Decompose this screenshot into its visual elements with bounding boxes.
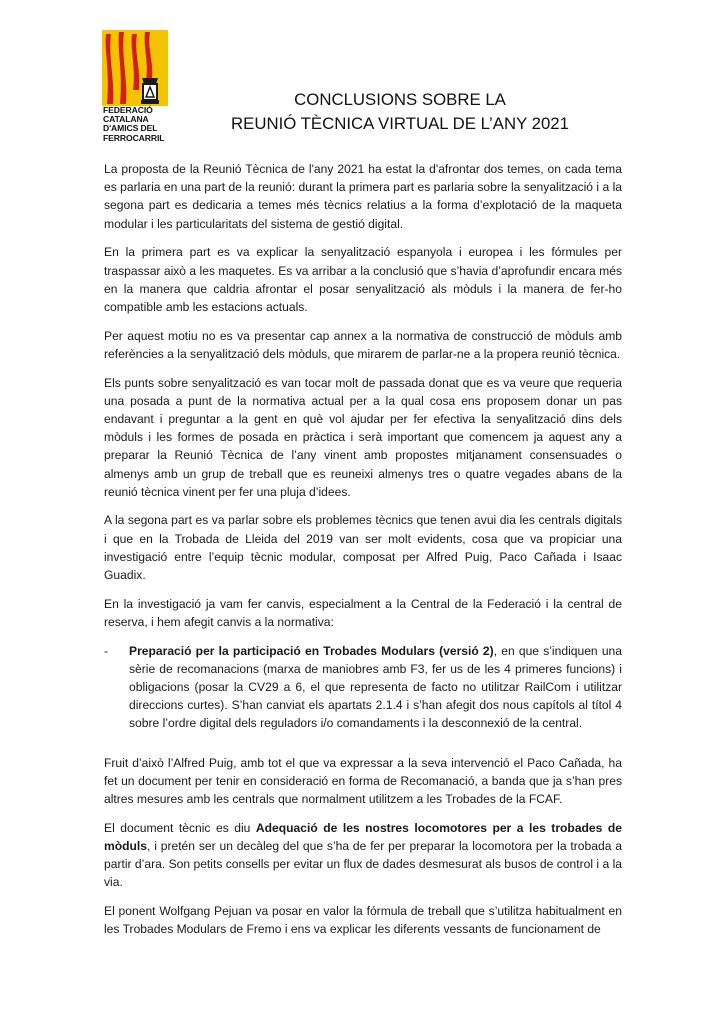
paragraph-2: En la primera part es va explicar la senyalització espanyola i europea i les fórmules per traspassar això a les maquetes. Es va arribar a la conclusió que s’havia d’aprofundir encara més en la manera que caldria afrontar el posar senyalització als mòduls i la manera de fer-ho compatible amb les estacions actuals. (104, 245, 622, 314)
document-title (195, 88, 605, 136)
paragraph-3: Per aquest motiu no es va presentar cap annex a la normativa de construcció de mòduls amb referències a la senyalització dels mòduls, que mirarem de parlar-ne a la propera reunió tècnica. (104, 328, 622, 361)
logo-text (103, 106, 164, 143)
paragraph-8 (104, 819, 622, 892)
list-item (104, 642, 622, 733)
paragraph-8-bold: Adequació de les nostres locomotores per a les trobades de mòduls (104, 820, 623, 853)
paragraph-7: Fruit d’això l’Alfred Puig, amb tot el que va expressar a la seva intervenció el Paco Cañada, ha fet un document per tenir en consideració en forma de Recomanació, a banda que ja s’han pres altres mesures amb les centrals que normalment utilitzem a les Trobades de la FCAF. (104, 755, 622, 807)
paragraph-5: A la segona part es va parlar sobre els problemes tècnics que tenen avui dia les centrals digitals i que en la Trobada de Lleida del 2019 van ser molt evidents, cosa que va propiciar una investigació entre l’equip tècnic modular, composat per Alfred Puig, Paco Cañada i Isaac Guadix. (104, 513, 622, 583)
logo-emblem-icon (102, 30, 172, 110)
paragraph-8-start: El document tècnic es diu (104, 820, 256, 835)
title-line-2: REUNIÓ TÈCNICA VIRTUAL DE L’ANY 2021 (231, 114, 569, 133)
bullet-text: , en que s’indiquen una sèrie de recomanacions (marxa de maniobres amb F3, fer us de les 4 primeres funcions) i obligacions (posar la CV29 a 6, el que representa de facto no utilitzar RailCom i utilitzar direccions curtes). S’han canviat els apartats 2.1.4 i s’han afegit dos nous capítols al títol 4 sobre l’ordre digital dels reguladors i/o comandaments i la desconnexió de la central. (129, 643, 623, 731)
bullet-dash: - (104, 643, 109, 658)
logo-line-3: D'AMICS DEL (103, 123, 158, 134)
logo-line-2: CATALANA (103, 114, 149, 125)
paragraph-4: Els punts sobre senyalització es van tocar molt de passada donat que es va veure que requeria una posada a punt de la normativa actual per a la qual cosa ens proposem donar un pas endavant i preguntar a la gent en què vol ajudar per fer efectiva la senyalització dins dels mòduls i les formes de posada en pràctica i serà important que comencem ja aquest any a preparar la Reunió Tècnica de l’any vinent amb propostes mitjanament consensuades o almenys amb un grup de treball que es reuneixi almenys tres o quatre vegades abans de la reunió tècnica vinent per fer una pluja d’idees. (104, 375, 622, 499)
bullet-bold-title: Preparació per la participació en Trobades Modulars (versió 2) (129, 643, 494, 658)
paragraph-6: En la investigació ja vam fer canvis, especialment a la Central de la Federació i la central de reserva, i hem afegit canvis a la normativa: (104, 596, 622, 629)
logo-line-1: FEDERACIÓ (103, 105, 153, 115)
paragraph-9: El ponent Wolfgang Pejuan va posar en valor la fórmula de treball que s’utilitza habitualment en les Trobades Modulars de Fremo i ens va explicar les diferents vessants de funcionament de (104, 904, 622, 937)
logo-line-4: FERROCARRIL (103, 132, 165, 143)
paragraph-8-end: , i pretén ser un decàleg del que s’ha de fer per preparar la locomotora per la trobada a partir d’ara. Son petits consells per evitar un flux de dades desmesurat als busos de control i a la via. (104, 839, 622, 890)
title-line-1: CONCLUSIONS SOBRE LA (294, 90, 506, 109)
document-body (104, 160, 622, 949)
paragraph-1: La proposta de la Reunió Tècnica de l'any 2021 ha estat la d'afrontar dos temes, on cada tema es parlaria en una part de la reunió: durant la primera part es parlaria sobre la senyalització i a la segona part es dedicaria a temes més tècnics relatius a la forma d’explotació de la maqueta modular i les particularitats del sistema de gestió digital. (104, 162, 622, 231)
